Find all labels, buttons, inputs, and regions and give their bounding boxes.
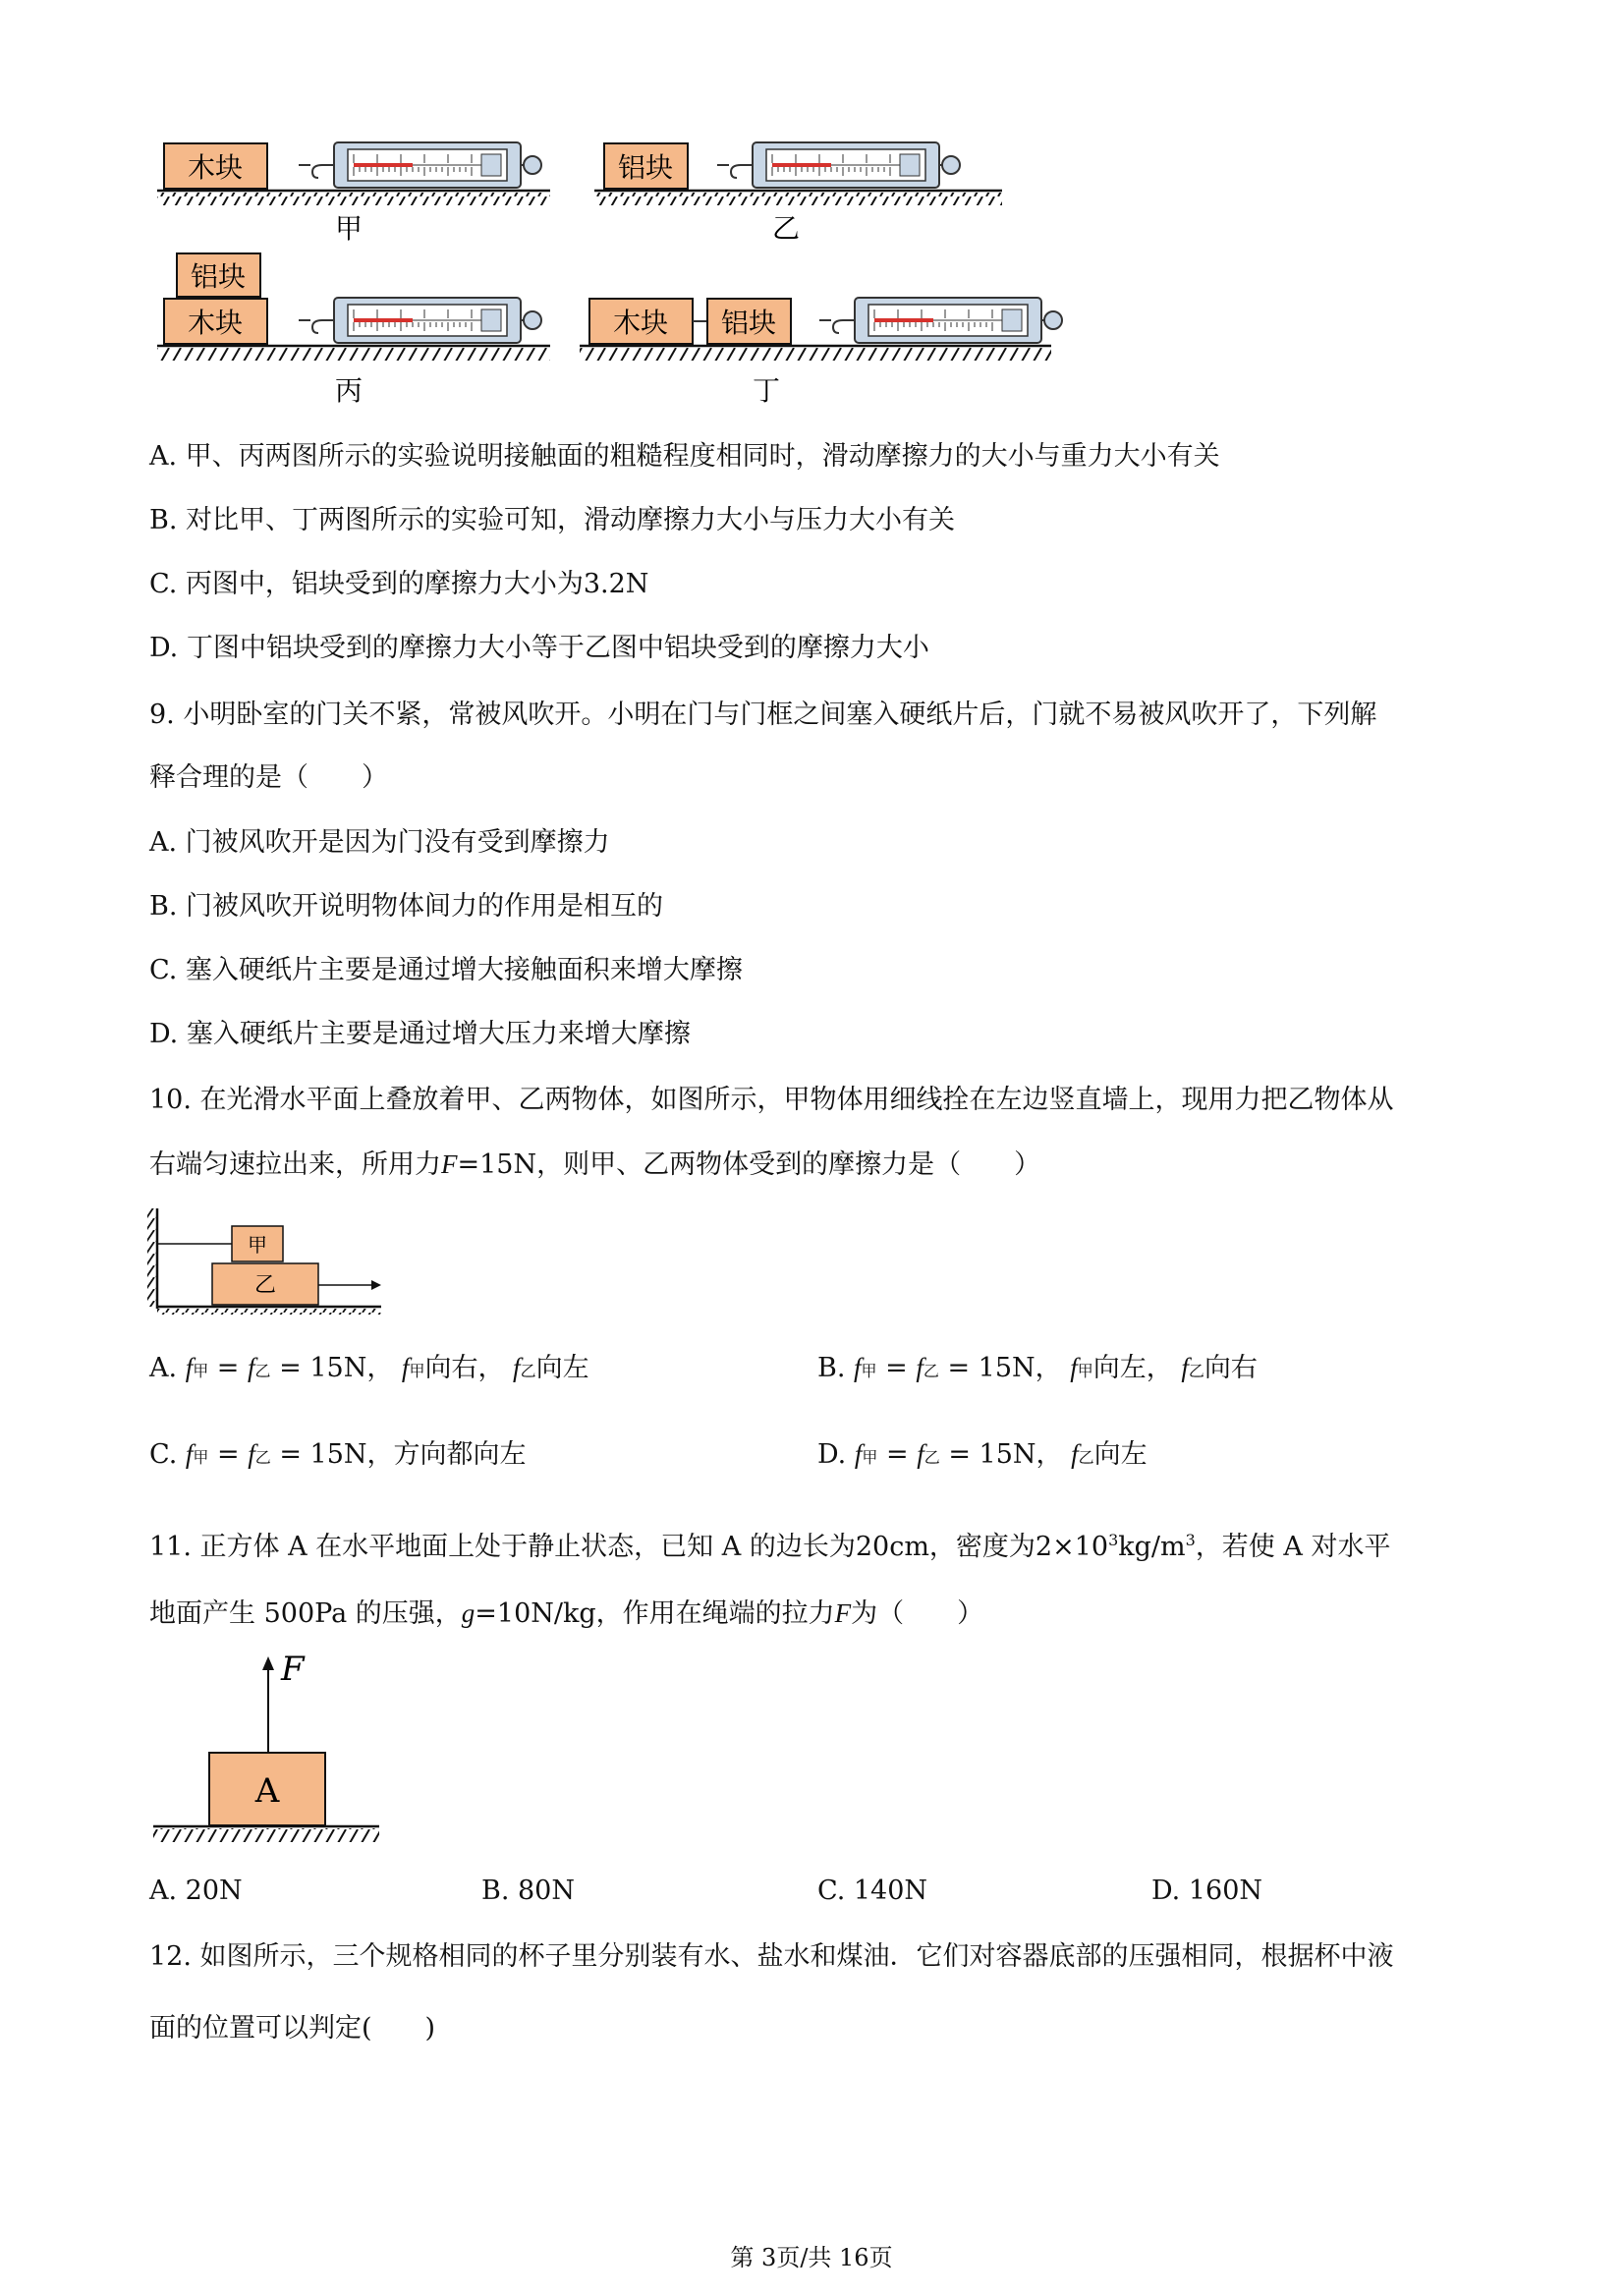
- q11-figure: [147, 1651, 383, 1847]
- figure-bing: [157, 253, 550, 407]
- q10-stem-line2: 右端匀速拉出来，所用力F=15N，则甲、乙两物体受到的摩擦力是（ ）: [149, 1149, 1041, 1180]
- q9-option-b: B. 门被风吹开说明物体间力的作用是相互的: [149, 891, 664, 922]
- q11-option-c: C. 140N: [817, 1876, 928, 1906]
- q10-label-jia: 甲: [248, 1233, 267, 1257]
- block-al-label: 铝块: [617, 151, 674, 184]
- page-footer: 第 3页/共 16页: [730, 2244, 893, 2271]
- q8-option-c: C. 丙图中，铝块受到的摩擦力大小为3.2N: [149, 569, 649, 599]
- caption-bing: 丙: [334, 374, 364, 407]
- q8-option-d: D. 丁图中铝块受到的摩擦力大小等于乙图中铝块受到的摩擦力大小: [149, 633, 929, 663]
- q10-stem-line1: 10. 在光滑水平面上叠放着甲、乙两物体，如图所示，甲物体用细线拴在左边竖直墙上，现用力把乙物体从: [149, 1085, 1394, 1115]
- q9-option-c: C. 塞入硬纸片主要是通过增大接触面积来增大摩擦: [149, 955, 743, 985]
- q11-block-label: A: [254, 1771, 280, 1811]
- q8-option-b: B. 对比甲、丁两图所示的实验可知，滑动摩擦力大小与压力大小有关: [149, 505, 956, 535]
- q11-stem-line2: 地面产生 500Pa 的压强，g=10N/kg，作用在绳端的拉力F为（ ）: [149, 1598, 984, 1629]
- q11-option-a: A. 20N: [149, 1876, 243, 1906]
- q9-option-a: A. 门被风吹开是因为门没有受到摩擦力: [149, 827, 610, 858]
- q12-stem-line1: 12. 如图所示，三个规格相同的杯子里分别装有水、盐水和煤油．它们对容器底部的压强相同，根据杯中液: [149, 1941, 1394, 1972]
- block-wood-label: 木块: [187, 151, 244, 184]
- q10-figure: [145, 1206, 401, 1315]
- q12-stem-line2: 面的位置可以判定( ): [149, 2013, 436, 2044]
- q10-option-a: A. f甲 = f乙 = 15N， f甲向右， f乙向左: [149, 1353, 589, 1383]
- q9-option-d: D. 塞入硬纸片主要是通过增大压力来增大摩擦: [149, 1019, 691, 1049]
- caption-yi: 乙: [771, 212, 801, 245]
- figure-yi: [594, 142, 1002, 245]
- q10-label-yi: 乙: [253, 1273, 277, 1298]
- block-al-label: 铝块: [190, 260, 247, 293]
- q11-force-label: F: [281, 1651, 305, 1689]
- q9-stem-line1: 9. 小明卧室的门关不紧，常被风吹开。小明在门与门框之间塞入硬纸片后，门就不易被风吹开了，下列解: [149, 700, 1377, 730]
- q10-option-b: B. f甲 = f乙 = 15N， f甲向左， f乙向右: [817, 1353, 1258, 1383]
- q11-option-b: B. 80N: [481, 1876, 575, 1906]
- block-wood-label: 木块: [612, 307, 669, 339]
- q11-option-d: D. 160N: [1151, 1876, 1263, 1906]
- block-wood-label: 木块: [187, 307, 244, 339]
- block-al-label: 铝块: [720, 307, 777, 339]
- q11-stem-line1: 11. 正方体 A 在水平地面上处于静止状态，已知 A 的边长为20cm，密度为$2\times 10^3kg/m^3$，若使 A 对水平: [149, 1531, 1391, 1562]
- caption-ding: 丁: [752, 374, 781, 407]
- q9-stem-line2: 释合理的是（ ）: [149, 762, 388, 793]
- figure-ding: [580, 298, 1062, 407]
- q10-option-d: D. f甲 = f乙 = 15N， f乙向左: [817, 1439, 1147, 1470]
- caption-jia: 甲: [334, 212, 364, 245]
- q8-option-a: A. 甲、丙两图所示的实验说明接触面的粗糙程度相同时，滑动摩擦力的大小与重力大小有关: [149, 441, 1220, 472]
- friction-experiment-figure: [147, 128, 1228, 413]
- figure-jia: [157, 142, 550, 245]
- q10-option-c: C. f甲 = f乙 = 15N，方向都向左: [149, 1439, 527, 1470]
